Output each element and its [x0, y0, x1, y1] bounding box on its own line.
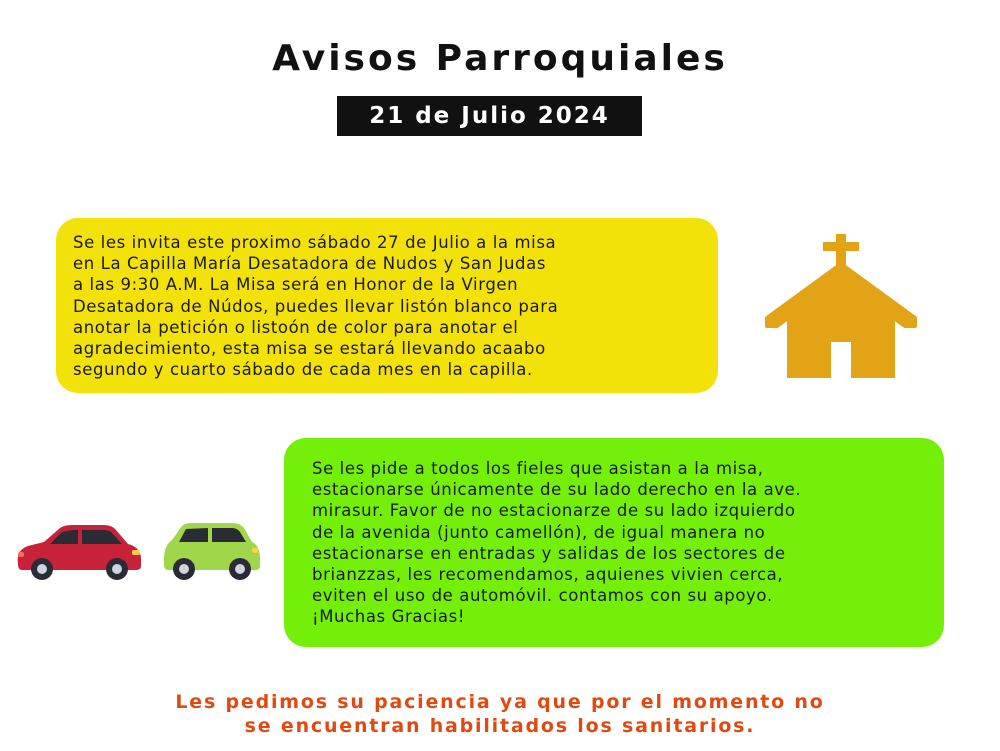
notice-line: de la avenida (junto camellón), de igual manera no — [312, 522, 766, 542]
footer-line: se encuentran habilitados los sanitarios. — [244, 715, 756, 737]
green-car-icon — [160, 520, 263, 582]
notice-line: estacionarse en entradas y salidas de los sectores de — [312, 543, 786, 563]
notice-line: brianzzas, les recomendamos, aquienes vivien cerca, — [312, 565, 784, 585]
page-title: Avisos Parroquiales — [272, 38, 728, 79]
red-car-icon — [14, 520, 144, 582]
sanitarios-notice — [0, 690, 1000, 738]
notice-line: en La Capilla María Desatadora de Nudos y San Judas — [73, 254, 547, 274]
notice-line: Desatadora de Núdos, puedes llevar listón blanco para — [73, 296, 559, 316]
notice-line: segundo y cuarto sábado de cada mes en la capilla. — [73, 360, 533, 380]
church-icon — [765, 230, 917, 382]
notice-parking — [284, 438, 944, 647]
notice-mass-invitation — [56, 218, 718, 393]
notice-line: Se les pide a todos los fieles que asistan a la misa, — [312, 459, 764, 478]
footer-line: Les pedimos su paciencia ya que por el momento no — [175, 691, 825, 713]
notice-line: ¡Muchas Gracias! — [312, 607, 466, 627]
notice-line: mirasur. Favor de no estacionarze de su lado izquierdo — [312, 501, 796, 521]
notice-line: estacionarse únicamente de su lado derecho en la ave. — [312, 480, 802, 500]
notice-line: agradecimiento, esta misa se estará llevando acaabo — [73, 339, 546, 359]
notice-line: Se les invita este proximo sábado 27 de Julio a la misa — [73, 233, 557, 252]
notice-line: a las 9:30 A.M. La Misa será en Honor de la Virgen — [73, 275, 519, 295]
date-badge: 21 de Julio 2024 — [337, 96, 642, 136]
notice-line: anotar la petición o listoón de color para anotar el — [73, 317, 519, 337]
notice-line: eviten el uso de automóvil. contamos con su apoyo. — [312, 586, 773, 606]
